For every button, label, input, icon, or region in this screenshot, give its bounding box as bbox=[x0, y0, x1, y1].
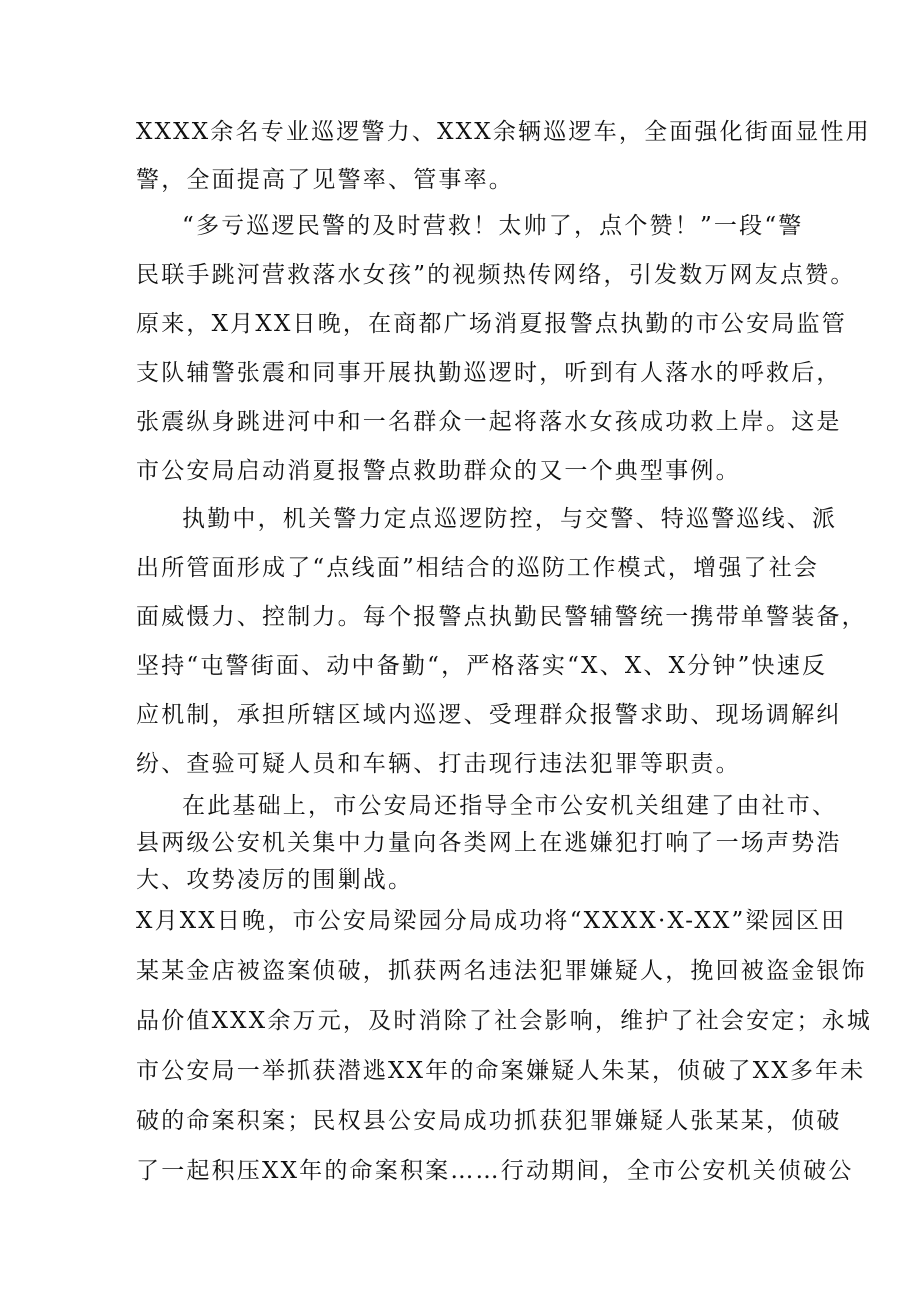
paragraph-line: 坚持“屯警街面、动中备勤“，严格落实“X、X、X分钟”快速反 bbox=[136, 653, 828, 679]
paragraph-4 bbox=[136, 788, 842, 899]
paragraph-3 bbox=[136, 495, 867, 789]
paragraph-line: 警，全面提高了见警率、管事率。 bbox=[136, 167, 514, 193]
paragraph-line: 某某金店被盗案侦破，抓获两名违法犯罪嫌疑人，挽回被盗金银饰 bbox=[136, 958, 867, 984]
paragraph-5 bbox=[136, 896, 873, 1196]
paragraph-line: 大、攻势凌厉的围剿战。 bbox=[136, 867, 414, 893]
paragraph-line: 市公安局一举抓获潜逃XX年的命案嫌疑人朱某，侦破了XX多年未 bbox=[136, 1058, 866, 1084]
paragraph-line: 执勤中，机关警力定点巡逻防控，与交警、特巡警巡线、派 bbox=[182, 506, 838, 532]
paragraph-line: 市公安局启动消夏报警点救助群众的又一个典型事例。 bbox=[136, 458, 741, 484]
paragraph-line: 原来，X月XX日晚，在商都广场消夏报警点执勤的市公安局监管 bbox=[136, 311, 847, 337]
paragraph-line: 县两级公安机关集中力量向各类网上在逃嫌犯打响了一场声势浩 bbox=[136, 830, 842, 856]
paragraph-line: 面威慑力、控制力。每个报警点执勤民警辅警统一携带单警装备， bbox=[136, 604, 867, 630]
paragraph-line: 民联手跳河营救落水女孩”的视频热传网络，引发数万网友点赞。 bbox=[136, 262, 856, 288]
paragraph-2 bbox=[136, 202, 856, 496]
paragraph-line: 支队辅警张震和同事开展执勤巡逻时，听到有人落水的呼救后， bbox=[136, 360, 842, 386]
paragraph-line: X月XX日晚，市公安局梁园分局成功将“XXXX·X-XX”梁园区田 bbox=[136, 908, 847, 934]
paragraph-line: 应机制，承担所辖区域内巡逻、受理群众报警求助、现场调解纠 bbox=[136, 702, 842, 728]
paragraph-line: 张震纵身跳进河中和一名群众一起将落水女孩成功救上岸。这是 bbox=[136, 409, 842, 435]
paragraph-line: 品价值XXX余万元，及时消除了社会影响，维护了社会安定；永城 bbox=[136, 1008, 873, 1034]
paragraph-line: 破的命案积案；民权县公安局成功抓获犯罪嫌疑人张某某，侦破 bbox=[136, 1108, 842, 1134]
paragraph-line: 出所管面形成了“点线面”相结合的巡防工作模式，增强了社会 bbox=[136, 555, 820, 581]
paragraph-line: XXXX余名专业巡逻警力、XXX余辆巡逻车，全面强化街面显性用 bbox=[136, 119, 871, 145]
paragraph-line: “多亏巡逻民警的及时营救！太帅了，点个赞！”一段“警 bbox=[182, 213, 804, 239]
paragraph-line: 纷、查验可疑人员和车辆、打击现行违法犯罪等职责。 bbox=[136, 751, 741, 777]
paragraph-1 bbox=[136, 108, 871, 204]
paragraph-line: 了一起积压XX年的命案积案……行动期间，全市公安机关侦破公 bbox=[136, 1158, 854, 1184]
paragraph-line: 在此基础上，市公安局还指导全市公安机关组建了由社市、 bbox=[182, 793, 838, 819]
